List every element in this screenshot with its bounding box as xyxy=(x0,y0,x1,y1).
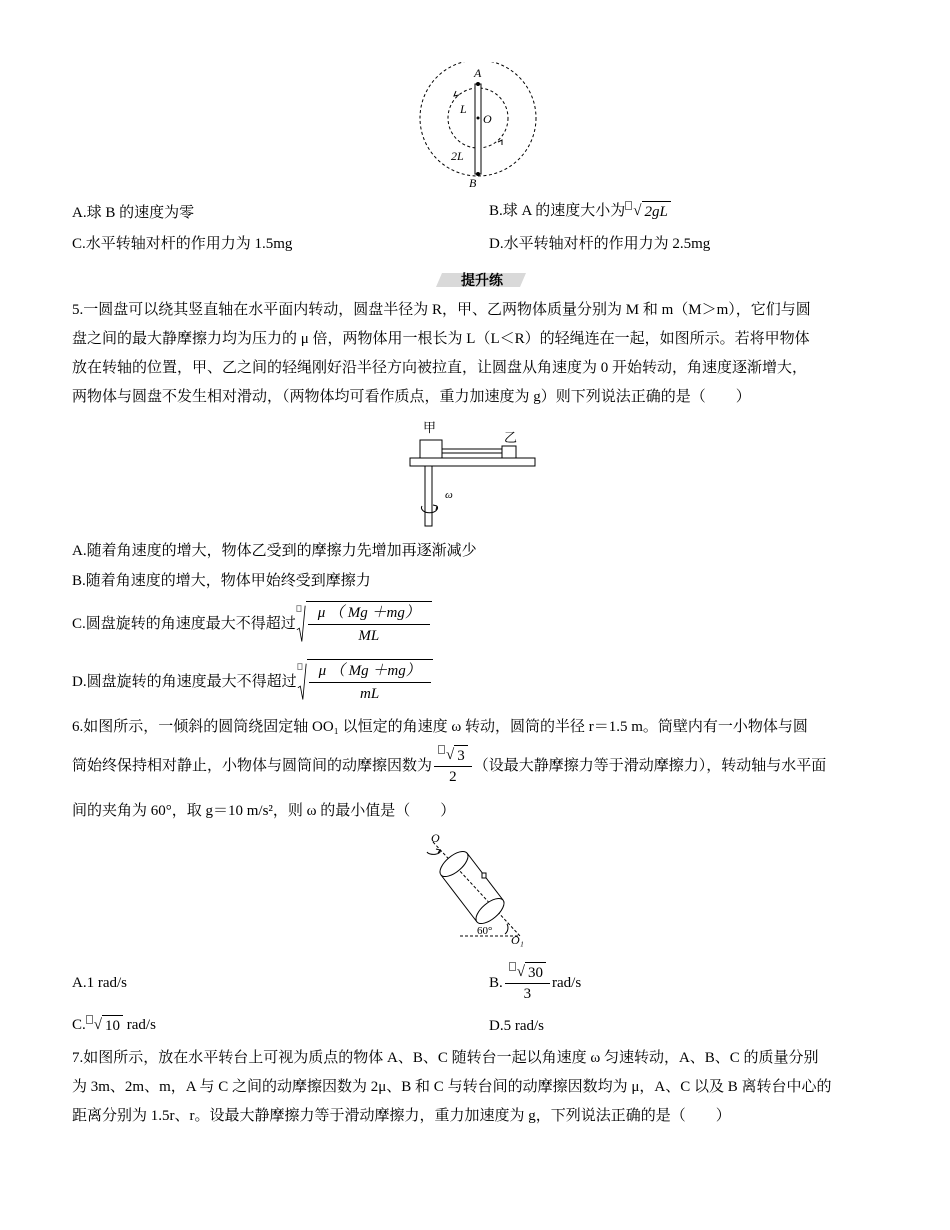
label-b: B xyxy=(469,176,477,190)
q6-b-denominator: 3 xyxy=(523,986,532,1003)
q6-option-b: B. √ 30 3 rad/s xyxy=(489,961,581,1005)
q6-b-radicand: 30 xyxy=(525,962,546,983)
q7-line-2: 为 3m、2m、m，A 与 C 之间的动摩擦因数为 2μ、B 和 C 与转台间的动摩擦因数均为 μ，A、C 以及 B 离转台中心的 xyxy=(72,1079,832,1095)
rod-circle-figure xyxy=(415,62,545,192)
q6-line-2: 筒始终保持相对静止，小物体与圆筒间的动摩擦因数为 √ 3 2 （设最大静摩擦力等于滑动摩擦力），转动轴与水平面 xyxy=(72,744,826,788)
q5-line-3: 放在转轴的位置，甲、乙之间的轻绳刚好沿半径方向被拉直，让圆盘从角速度为 0 开始转动，角速度逐渐增大， xyxy=(72,360,808,376)
turntable-figure xyxy=(405,418,545,533)
q4-option-b: B.球 A 的速度大小为 √ 2gL xyxy=(489,201,671,222)
q7-line-1: 7.如图所示，放在水平转台上可视为质点的物体 A、B、C 随转台一起以角速度 ω 匀速转动，A、B、C 的质量分别 xyxy=(72,1050,819,1066)
q6-mu-denominator: 2 xyxy=(449,769,457,786)
label-o: O xyxy=(483,112,492,126)
q6-option-c: C. √ 10 rad/s xyxy=(72,1017,156,1035)
q6-option-a: A.1 rad/s xyxy=(72,975,127,991)
q4-option-a: A.球 B 的速度为零 xyxy=(72,205,195,221)
q6-line-3: 间的夹角为 60°，取 g＝10 m/s²，则 ω 的最小值是（ ） xyxy=(72,803,456,819)
q5-option-b: B.随着角速度的增大，物体甲始终受到摩擦力 xyxy=(72,573,371,589)
q6-mu-radicand: 3 xyxy=(454,745,468,766)
q5-line-2: 盘之间的最大静摩擦力均为压力的 μ 倍，两物体用一根长为 L（L＜R）的轻绳连在一起，如图所示。若将甲物体 xyxy=(72,331,810,347)
label-l: L xyxy=(460,102,467,116)
q5-option-d xyxy=(72,659,433,705)
label-a: A xyxy=(474,66,482,80)
tilted-cylinder-figure xyxy=(425,828,540,950)
q4-option-b-text: B.球 A 的速度大小为 xyxy=(489,203,626,219)
q7-line-3: 距离分别为 1.5r、r。设最大静摩擦力等于滑动摩擦力，重力加速度为 g，下列说法正确的是（ ） xyxy=(72,1108,731,1124)
q6-line-1: 6.如图所示，一倾斜的圆筒绕固定轴 OO₁ 以恒定的角速度 ω 转动，圆筒的半径 r＝1.5 m。筒壁内有一小物体与圆 xyxy=(72,719,808,735)
label-o-top: O xyxy=(431,831,440,845)
label-2l: 2L xyxy=(451,149,464,163)
q4-option-d: D.水平转轴对杆的作用力为 2.5mg xyxy=(489,236,711,252)
q6-option-b-label: B. xyxy=(489,975,503,991)
q6-option-b-unit: rad/s xyxy=(552,975,582,991)
q5-line-1: 5.一圆盘可以绕其竖直轴在水平面内转动，圆盘半径为 R，甲、乙两物体质量分别为 M 和 m（M＞m），它们与圆 xyxy=(72,302,811,318)
q5-d-denominator: mL xyxy=(360,686,380,702)
q5-option-d-text: D.圆盘旋转的角速度最大不得超过 xyxy=(72,674,297,690)
q6-c-radicand: 10 xyxy=(102,1015,123,1036)
q4-option-c: C.水平转轴对杆的作用力为 1.5mg xyxy=(72,236,293,252)
label-omega: ω xyxy=(445,489,453,501)
section-banner xyxy=(434,271,530,289)
label-yi: 乙 xyxy=(504,431,518,446)
q6-option-d: D.5 rad/s xyxy=(489,1018,544,1034)
q4-option-b-radicand: 2gL xyxy=(642,201,671,222)
q6-line-2-suffix: （设最大静摩擦力等于滑动摩擦力），转动轴与水平面 xyxy=(473,758,827,774)
q6-option-c-unit: rad/s xyxy=(123,1017,156,1033)
q6-option-c-label: C. xyxy=(72,1017,86,1033)
label-angle: 60° xyxy=(477,925,493,937)
q5-c-denominator: ML xyxy=(358,628,380,644)
q5-line-4: 两物体与圆盘不发生相对滑动，（两物体均可看作质点，重力加速度为 g）则下列说法正确的是（ ） xyxy=(72,389,751,405)
q5-option-a: A.随着角速度的增大，物体乙受到的摩擦力先增加再逐渐减少 xyxy=(72,543,477,559)
label-o1: O₁ xyxy=(511,933,524,947)
label-jia: 甲 xyxy=(423,421,437,436)
q5-option-c-text: C.圆盘旋转的角速度最大不得超过 xyxy=(72,616,296,632)
q5-d-numerator: μ （ Mg ＋mg） xyxy=(309,660,431,683)
q6-line-2-text: 筒始终保持相对静止，小物体与圆筒间的动摩擦因数为 xyxy=(72,758,433,774)
section-title: 提升练 xyxy=(461,273,503,289)
q5-c-numerator: μ （ Mg ＋mg） xyxy=(308,602,430,625)
q5-option-c xyxy=(72,601,432,647)
